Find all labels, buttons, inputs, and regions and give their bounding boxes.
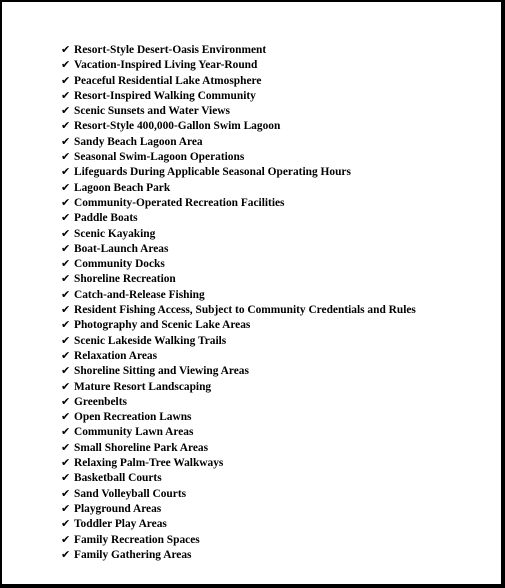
item-label: Playground Areas [74,502,162,515]
checkmark-icon: ✔ [61,394,71,408]
list-item [61,470,491,485]
checkmark-icon: ✔ [61,486,71,500]
checkmark-icon: ✔ [61,517,71,531]
item-label: Catch-and-Release Fishing [74,288,205,301]
item-label: Family Recreation Spaces [74,533,200,546]
item-label: Resort-Inspired Walking Community [74,89,256,102]
item-label: Community Lawn Areas [74,426,194,439]
list-item [61,134,491,149]
checkmark-icon: ✔ [61,195,71,209]
list-item [61,88,491,103]
list-item [61,180,491,195]
checkmark-icon: ✔ [61,501,71,515]
item-label: Peaceful Residential Lake Atmosphere [74,74,262,87]
list-item [61,271,491,286]
checkmark-icon: ✔ [61,440,71,454]
checkmark-icon: ✔ [61,272,71,286]
list-item [61,287,491,302]
checkmark-icon: ✔ [61,134,71,148]
list-item [61,103,491,118]
item-label: Lifeguards During Applicable Seasonal Operating Hours [74,166,351,179]
item-label: Scenic Lakeside Walking Trails [74,334,227,347]
list-item [61,348,491,363]
checkmark-icon: ✔ [61,532,71,546]
checkmark-icon: ✔ [61,364,71,378]
item-label: Lagoon Beach Park [74,181,171,194]
checkmark-icon: ✔ [61,456,71,470]
list-item [61,440,491,455]
checkmark-icon: ✔ [61,379,71,393]
item-label: Sand Volleyball Courts [74,487,187,500]
checkmark-icon: ✔ [61,471,71,485]
list-item [61,195,491,210]
list-item [61,118,491,133]
checkmark-icon: ✔ [61,303,71,317]
checkmark-icon: ✔ [61,410,71,424]
item-label: Relaxing Palm-Tree Walkways [74,457,224,470]
list-item [61,409,491,424]
item-label: Shoreline Sitting and Viewing Areas [74,365,249,378]
item-label: Toddler Play Areas [74,518,167,531]
checkmark-icon: ✔ [61,287,71,301]
item-label: Community Docks [74,258,165,271]
list-item [61,394,491,409]
item-label: Scenic Kayaking [74,227,156,240]
checkmark-icon: ✔ [61,425,71,439]
list-item [61,547,491,562]
list-item [61,486,491,501]
list-item [61,363,491,378]
list-item [61,379,491,394]
checkmark-icon: ✔ [61,43,71,56]
list-item [61,73,491,88]
checkmark-icon: ✔ [61,241,71,255]
checkmark-icon: ✔ [61,119,71,133]
checkmark-icon: ✔ [61,58,71,72]
list-item [61,256,491,271]
checkmark-icon: ✔ [61,104,71,118]
checkmark-icon: ✔ [61,257,71,271]
checkmark-icon: ✔ [61,150,71,164]
item-label: Basketball Courts [74,472,162,485]
item-label: Resident Fishing Access, Subject to Community Credentials and Rules [74,304,416,317]
list-item [61,210,491,225]
item-label: Resort-Style 400,000-Gallon Swim Lagoon [74,120,281,133]
item-label: Paddle Boats [74,212,138,225]
item-label: Shoreline Recreation [74,273,176,286]
item-label: Relaxation Areas [74,349,157,362]
item-label: Resort-Style Desert-Oasis Environment [74,44,267,56]
checkmark-icon: ✔ [61,73,71,87]
checkmark-icon: ✔ [61,88,71,102]
list-item [61,57,491,72]
list-item [61,455,491,470]
item-label: Sandy Beach Lagoon Area [74,135,203,148]
checkmark-icon: ✔ [61,211,71,225]
list-item [61,241,491,256]
list-item [61,302,491,317]
item-label: Mature Resort Landscaping [74,380,212,393]
checkmark-icon: ✔ [61,180,71,194]
item-label: Family Gathering Areas [74,548,192,561]
item-label: Photography and Scenic Lake Areas [74,319,251,332]
list-item [61,317,491,332]
list-item [61,424,491,439]
item-label: Community-Operated Recreation Facilities [74,196,285,209]
list-item [61,333,491,348]
checkmark-icon: ✔ [61,226,71,240]
item-label: Scenic Sunsets and Water Views [74,105,230,118]
checkmark-icon: ✔ [61,165,71,179]
item-label: Vacation-Inspired Living Year-Round [74,59,258,72]
item-label: Open Recreation Lawns [74,411,192,424]
list-item [61,516,491,531]
list-item [61,501,491,516]
list-item [61,532,491,547]
list-item [61,149,491,164]
item-label: Seasonal Swim-Lagoon Operations [74,151,245,164]
list-item [61,164,491,179]
amenities-checklist [61,42,491,562]
item-label: Small Shoreline Park Areas [74,441,209,454]
checkmark-icon: ✔ [61,318,71,332]
list-item [61,42,491,57]
list-item [61,226,491,241]
checkmark-icon: ✔ [61,547,71,561]
item-label: Boat-Launch Areas [74,242,169,255]
checkmark-icon: ✔ [61,333,71,347]
checkmark-icon: ✔ [61,348,71,362]
item-label: Greenbelts [74,395,127,408]
